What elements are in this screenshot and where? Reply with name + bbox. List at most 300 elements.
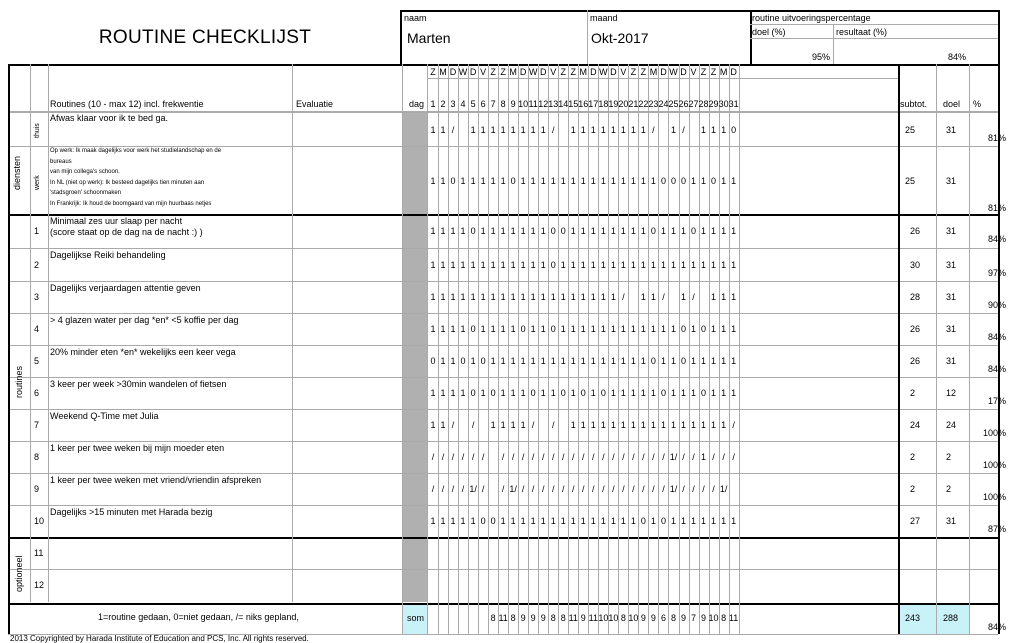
day-check-cell[interactable]: 1 [530,226,536,236]
day-check-cell[interactable]: 1 [691,388,697,398]
day-check-cell[interactable]: 1 [731,356,737,366]
day-check-cell[interactable]: 1 [510,259,516,270]
day-check-cell[interactable]: / [501,484,505,494]
day-check-cell[interactable]: 1 [660,420,666,430]
day-check-cell[interactable]: 1 [600,292,606,302]
day-check-cell[interactable]: 1 [590,356,596,366]
day-check-cell[interactable]: 1 [550,176,556,186]
day-check-cell[interactable]: 1 [680,259,686,270]
day-check-cell[interactable]: 1 [570,176,576,186]
day-check-cell[interactable]: 0 [670,176,676,186]
day-check-cell[interactable]: 0 [510,176,516,186]
day-check-cell[interactable]: 1 [490,292,496,302]
day-check-cell[interactable]: / [551,125,555,135]
day-check-cell[interactable]: 1 [640,125,646,135]
day-check-cell[interactable]: 1 [490,324,496,334]
day-check-cell[interactable]: 1 [731,388,737,398]
day-check-cell[interactable]: 1 [430,259,436,270]
day-check-cell[interactable]: 1 [691,176,697,186]
day-check-cell[interactable]: / [582,484,585,494]
day-check-cell[interactable]: 1 [430,292,436,302]
day-check-cell[interactable]: 1 [500,259,506,270]
day-check-cell[interactable]: 1 [580,516,586,526]
day-check-cell[interactable]: 1 [650,388,656,398]
day-check-cell[interactable]: 1 [590,388,596,398]
day-check-cell[interactable]: 1 [711,292,717,302]
day-check-cell[interactable]: 1 [560,324,566,334]
day-check-cell[interactable]: 1 [731,324,737,334]
day-check-cell[interactable]: 1 [520,259,526,270]
day-check-cell[interactable]: 1 [430,516,436,526]
day-check-cell[interactable]: 1 [450,324,456,334]
day-check-cell[interactable]: 0 [490,516,496,526]
day-check-cell[interactable]: 1 [610,176,616,186]
day-check-cell[interactable]: 1 [540,324,546,334]
day-check-cell[interactable]: 1 [721,176,727,186]
day-check-cell[interactable]: 1 [680,226,686,236]
day-check-cell[interactable]: 0 [550,324,556,334]
day-check-cell[interactable]: 1 [460,176,466,186]
day-check-cell[interactable]: 1 [670,226,676,236]
day-check-cell[interactable]: 1 [580,292,586,302]
day-check-cell[interactable]: 0 [680,356,686,366]
day-check-cell[interactable]: 1 [500,324,506,334]
day-check-cell[interactable]: 1 [711,226,717,236]
day-check-cell[interactable]: 1 [490,176,496,186]
day-check-cell[interactable]: 1 [620,259,626,270]
day-check-cell[interactable]: / [501,452,505,462]
day-check-cell[interactable]: 1 [680,292,686,302]
day-check-cell[interactable]: 1 [510,356,516,366]
day-check-cell[interactable]: 1 [430,420,436,430]
day-check-cell[interactable]: 1 [530,259,536,270]
day-check-cell[interactable]: 1 [701,356,707,366]
day-check-cell[interactable]: 1 [731,516,737,526]
day-check-cell[interactable]: 1 [520,388,526,398]
day-check-cell[interactable]: 0 [560,226,566,236]
day-check-cell[interactable]: 1 [721,259,727,270]
day-check-cell[interactable]: 1 [440,259,446,270]
day-check-cell[interactable]: 1 [550,292,556,302]
day-check-cell[interactable]: 1 [711,420,717,430]
day-check-cell[interactable]: 1 [670,125,676,135]
day-check-cell[interactable]: 1 [500,516,506,526]
day-check-cell[interactable]: 1 [480,176,486,186]
day-check-cell[interactable]: 1 [590,259,596,270]
day-check-cell[interactable]: / [461,484,465,494]
day-check-cell[interactable]: 0 [480,356,486,366]
day-check-cell[interactable]: 1 [670,356,676,366]
day-check-cell[interactable]: 1 [570,324,576,334]
day-check-cell[interactable]: / [551,420,555,430]
day-check-cell[interactable]: 1 [530,356,536,366]
day-check-cell[interactable]: / [441,484,445,494]
day-check-cell[interactable]: 0 [600,388,606,398]
day-check-cell[interactable]: 1 [691,259,697,270]
day-check-cell[interactable]: / [541,484,545,494]
day-check-cell[interactable]: 1 [520,125,526,135]
day-check-cell[interactable]: 1 [580,420,586,430]
day-check-cell[interactable]: / [531,452,535,462]
day-check-cell[interactable]: 1 [680,388,686,398]
day-check-cell[interactable]: 1 [600,420,606,430]
day-check-cell[interactable]: 1/ [669,452,678,462]
day-check-cell[interactable]: 1 [540,259,546,270]
day-check-cell[interactable]: 1 [460,324,466,334]
day-check-cell[interactable]: 1 [540,292,546,302]
day-check-cell[interactable]: / [561,484,565,494]
day-check-cell[interactable]: 1 [560,356,566,366]
day-check-cell[interactable]: 1 [580,324,586,334]
day-check-cell[interactable]: 1 [540,388,546,398]
day-check-cell[interactable]: / [531,484,535,494]
day-check-cell[interactable]: 1 [650,516,656,526]
day-check-cell[interactable]: / [572,484,575,494]
day-check-cell[interactable]: 1 [570,226,576,236]
day-check-cell[interactable]: 1 [510,516,516,526]
day-check-cell[interactable]: 1 [440,292,446,302]
day-check-cell[interactable]: 0 [580,388,586,398]
day-check-cell[interactable]: 1 [711,516,717,526]
day-check-cell[interactable]: 1 [691,324,697,334]
day-check-cell[interactable]: / [431,452,435,462]
day-check-cell[interactable]: 1 [691,356,697,366]
day-check-cell[interactable]: 1 [620,420,626,430]
day-check-cell[interactable]: 1 [620,324,626,334]
day-check-cell[interactable]: 1 [580,356,586,366]
day-check-cell[interactable]: / [682,125,685,135]
day-check-cell[interactable]: 1 [450,292,456,302]
day-check-cell[interactable]: 1 [610,292,616,302]
day-check-cell[interactable]: 0 [711,176,717,186]
day-check-cell[interactable]: 1 [590,420,596,430]
day-check-cell[interactable]: 1 [470,356,476,366]
day-check-cell[interactable]: 1 [460,226,466,236]
day-check-cell[interactable]: 1 [530,292,536,302]
day-check-cell[interactable]: 1 [470,259,476,270]
day-check-cell[interactable]: 1 [570,259,576,270]
day-check-cell[interactable]: 1 [600,259,606,270]
day-check-cell[interactable]: 1 [660,259,666,270]
day-check-cell[interactable]: 1 [480,388,486,398]
day-check-cell[interactable]: 1 [640,388,646,398]
day-check-cell[interactable]: 1 [630,226,636,236]
day-check-cell[interactable]: 1 [701,259,707,270]
day-check-cell[interactable]: 0 [460,356,466,366]
day-check-cell[interactable]: 1 [490,420,496,430]
day-check-cell[interactable]: 1 [570,356,576,366]
day-check-cell[interactable]: 1 [610,125,616,135]
day-check-cell[interactable]: 1 [590,292,596,302]
day-check-cell[interactable]: 1 [701,452,707,462]
day-check-cell[interactable]: 1 [450,226,456,236]
day-check-cell[interactable]: 1 [650,259,656,270]
day-check-cell[interactable]: / [652,484,655,494]
day-check-cell[interactable]: 1 [490,125,496,135]
day-check-cell[interactable]: 1 [520,292,526,302]
day-check-cell[interactable]: 1 [500,125,506,135]
day-check-cell[interactable]: 1 [660,356,666,366]
day-check-cell[interactable]: 1 [480,292,486,302]
day-check-cell[interactable]: / [451,452,455,462]
day-check-cell[interactable]: 1 [510,226,516,236]
day-check-cell[interactable]: 1 [450,388,456,398]
day-check-cell[interactable]: / [441,452,445,462]
day-check-cell[interactable]: 1 [520,516,526,526]
day-check-cell[interactable]: 1 [590,324,596,334]
day-check-cell[interactable]: / [471,452,475,462]
day-check-cell[interactable]: 1 [500,420,506,430]
day-check-cell[interactable]: / [461,452,465,462]
day-check-cell[interactable]: 1 [490,226,496,236]
day-check-cell[interactable]: / [451,484,455,494]
day-check-cell[interactable]: / [541,452,545,462]
day-check-cell[interactable]: 0 [470,324,476,334]
day-check-cell[interactable]: 1 [620,226,626,236]
day-check-cell[interactable]: / [471,420,475,430]
day-check-cell[interactable]: 0 [640,516,646,526]
day-check-cell[interactable]: 1 [530,125,536,135]
day-check-cell[interactable]: 1 [670,388,676,398]
day-check-cell[interactable]: / [692,452,695,462]
day-check-cell[interactable]: / [692,484,695,494]
day-check-cell[interactable]: 1 [430,324,436,334]
day-check-cell[interactable]: 1 [650,292,656,302]
day-check-cell[interactable]: / [561,452,565,462]
day-check-cell[interactable]: 1 [550,388,556,398]
day-check-cell[interactable]: 1 [731,176,737,186]
day-check-cell[interactable]: 1 [660,226,666,236]
day-check-cell[interactable]: 1 [680,516,686,526]
day-check-cell[interactable]: 1 [630,125,636,135]
day-check-cell[interactable]: / [632,484,635,494]
day-check-cell[interactable]: 1/ [719,484,728,494]
day-check-cell[interactable]: 1 [520,226,526,236]
day-check-cell[interactable]: 1 [660,324,666,334]
day-check-cell[interactable]: 0 [701,388,707,398]
day-check-cell[interactable]: 1 [470,516,476,526]
day-check-cell[interactable]: / [521,452,525,462]
day-check-cell[interactable]: 1 [430,176,436,186]
day-check-cell[interactable]: 1 [430,226,436,236]
day-check-cell[interactable]: / [732,452,735,462]
day-check-cell[interactable]: / [551,452,555,462]
day-check-cell[interactable]: 1 [500,356,506,366]
day-check-cell[interactable]: 1 [721,388,727,398]
day-check-cell[interactable]: 1 [650,324,656,334]
day-check-cell[interactable]: 1 [530,176,536,186]
day-check-cell[interactable]: 1 [520,420,526,430]
day-check-cell[interactable]: 1 [430,125,436,135]
day-check-cell[interactable]: / [551,484,555,494]
day-check-cell[interactable]: 1 [630,516,636,526]
day-check-cell[interactable]: / [531,420,535,430]
day-check-cell[interactable]: 1/ [509,484,517,494]
day-check-cell[interactable]: / [712,452,715,462]
day-check-cell[interactable]: 0 [520,324,526,334]
day-check-cell[interactable]: / [682,484,685,494]
day-check-cell[interactable]: 1 [510,420,516,430]
day-check-cell[interactable]: 1/ [669,484,678,494]
day-check-cell[interactable]: 1 [560,176,566,186]
day-check-cell[interactable]: 1 [721,292,727,302]
day-check-cell[interactable]: / [632,452,635,462]
day-check-cell[interactable]: 1 [701,226,707,236]
day-check-cell[interactable]: / [481,484,485,494]
day-check-cell[interactable]: 1 [721,125,727,135]
day-check-cell[interactable]: / [431,484,435,494]
day-check-cell[interactable]: / [622,452,625,462]
day-check-cell[interactable]: 1 [610,420,616,430]
day-check-cell[interactable]: 1 [440,226,446,236]
day-check-cell[interactable]: 1 [480,259,486,270]
day-check-cell[interactable]: 1 [731,226,737,236]
day-check-cell[interactable]: 1 [670,420,676,430]
day-check-cell[interactable]: 1 [731,259,737,270]
day-check-cell[interactable]: 1 [701,516,707,526]
day-check-cell[interactable]: 1 [440,324,446,334]
day-check-cell[interactable]: 1 [620,388,626,398]
day-check-cell[interactable]: 1 [570,420,576,430]
day-check-cell[interactable]: 1 [510,125,516,135]
day-check-cell[interactable]: / [612,484,615,494]
day-check-cell[interactable]: 1 [731,292,737,302]
day-check-cell[interactable]: 0 [530,388,536,398]
day-check-cell[interactable]: 1 [711,125,717,135]
day-check-cell[interactable]: 0 [731,125,737,135]
day-check-cell[interactable]: 1 [460,516,466,526]
day-check-cell[interactable]: 1 [701,420,707,430]
day-check-cell[interactable]: / [572,452,575,462]
day-check-cell[interactable]: 1 [580,176,586,186]
day-check-cell[interactable]: 1 [711,259,717,270]
day-check-cell[interactable]: 1 [640,259,646,270]
day-check-cell[interactable]: 1 [500,292,506,302]
day-check-cell[interactable]: / [702,484,705,494]
day-check-cell[interactable]: / [451,125,455,135]
day-check-cell[interactable]: / [592,452,595,462]
day-check-cell[interactable]: 0 [691,226,697,236]
day-check-cell[interactable]: 1 [610,388,616,398]
day-check-cell[interactable]: 0 [470,388,476,398]
day-check-cell[interactable]: 1 [721,324,727,334]
day-check-cell[interactable]: 1 [540,516,546,526]
day-check-cell[interactable]: 1 [500,388,506,398]
day-check-cell[interactable]: 1 [721,420,727,430]
day-check-cell[interactable]: 1 [691,420,697,430]
day-check-cell[interactable]: 0 [450,176,456,186]
day-check-cell[interactable]: / [612,452,615,462]
day-check-cell[interactable]: 0 [550,226,556,236]
day-check-cell[interactable]: 1 [440,176,446,186]
day-check-cell[interactable]: 1 [721,356,727,366]
day-check-cell[interactable]: 1 [580,259,586,270]
day-check-cell[interactable]: 1 [670,516,676,526]
day-check-cell[interactable]: 1 [510,324,516,334]
day-check-cell[interactable]: 1 [440,420,446,430]
day-check-cell[interactable]: 1 [600,356,606,366]
day-check-cell[interactable]: 1 [440,125,446,135]
day-check-cell[interactable]: 1 [570,292,576,302]
day-check-cell[interactable]: / [652,452,655,462]
day-check-cell[interactable]: 1 [570,516,576,526]
day-check-cell[interactable]: 1 [630,176,636,186]
day-check-cell[interactable]: 1 [480,226,486,236]
day-check-cell[interactable]: 1 [550,356,556,366]
day-check-cell[interactable]: 1 [540,176,546,186]
day-check-cell[interactable]: / [662,484,665,494]
day-check-cell[interactable]: / [662,292,665,302]
day-check-cell[interactable]: 1 [620,516,626,526]
day-check-cell[interactable]: 1 [610,259,616,270]
day-check-cell[interactable]: 1 [480,324,486,334]
day-check-cell[interactable]: / [521,484,525,494]
day-check-cell[interactable]: 1 [490,259,496,270]
day-check-cell[interactable]: 1 [570,388,576,398]
day-check-cell[interactable]: 1 [630,356,636,366]
day-check-cell[interactable]: / [602,484,605,494]
day-check-cell[interactable]: 1 [680,420,686,430]
day-check-cell[interactable]: 1 [440,516,446,526]
day-check-cell[interactable]: / [682,452,685,462]
day-check-cell[interactable]: 1 [640,420,646,430]
day-check-cell[interactable]: 1 [620,176,626,186]
day-check-cell[interactable]: 1 [460,292,466,302]
day-check-cell[interactable]: 1 [640,292,646,302]
day-check-cell[interactable]: 1 [630,324,636,334]
day-check-cell[interactable]: 1 [701,176,707,186]
day-check-cell[interactable]: 1 [510,292,516,302]
day-check-cell[interactable]: / [722,452,725,462]
day-check-cell[interactable]: 1 [670,324,676,334]
day-check-cell[interactable]: 1 [540,226,546,236]
day-check-cell[interactable]: / [511,452,515,462]
day-check-cell[interactable]: 1 [610,516,616,526]
day-check-cell[interactable]: 1 [711,388,717,398]
day-check-cell[interactable]: 1 [630,259,636,270]
day-check-cell[interactable]: / [732,420,735,430]
day-check-cell[interactable]: 1 [640,324,646,334]
day-check-cell[interactable]: 0 [660,176,666,186]
day-check-cell[interactable]: 1 [550,516,556,526]
day-check-cell[interactable]: 0 [701,324,707,334]
day-check-cell[interactable]: / [622,292,625,302]
day-check-cell[interactable]: 1 [560,259,566,270]
day-check-cell[interactable]: 1 [691,516,697,526]
day-check-cell[interactable]: 0 [430,356,436,366]
day-check-cell[interactable]: 1 [570,125,576,135]
day-check-cell[interactable]: / [592,484,595,494]
day-check-cell[interactable]: 1 [430,388,436,398]
day-check-cell[interactable]: / [622,484,625,494]
day-check-cell[interactable]: 0 [480,516,486,526]
day-check-cell[interactable]: 1 [480,125,486,135]
day-check-cell[interactable]: 1 [701,125,707,135]
day-check-cell[interactable]: 1 [610,324,616,334]
day-check-cell[interactable]: 1 [560,516,566,526]
day-check-cell[interactable]: 0 [470,226,476,236]
day-check-cell[interactable]: 1/ [469,484,477,494]
day-check-cell[interactable]: 1 [721,516,727,526]
day-check-cell[interactable]: / [481,452,485,462]
day-check-cell[interactable]: 1 [580,226,586,236]
day-check-cell[interactable]: 1 [440,388,446,398]
day-check-cell[interactable]: 1 [500,226,506,236]
day-check-cell[interactable]: 0 [680,324,686,334]
day-check-cell[interactable]: 0 [490,388,496,398]
day-check-cell[interactable]: 1 [640,226,646,236]
day-check-cell[interactable]: 1 [630,420,636,430]
